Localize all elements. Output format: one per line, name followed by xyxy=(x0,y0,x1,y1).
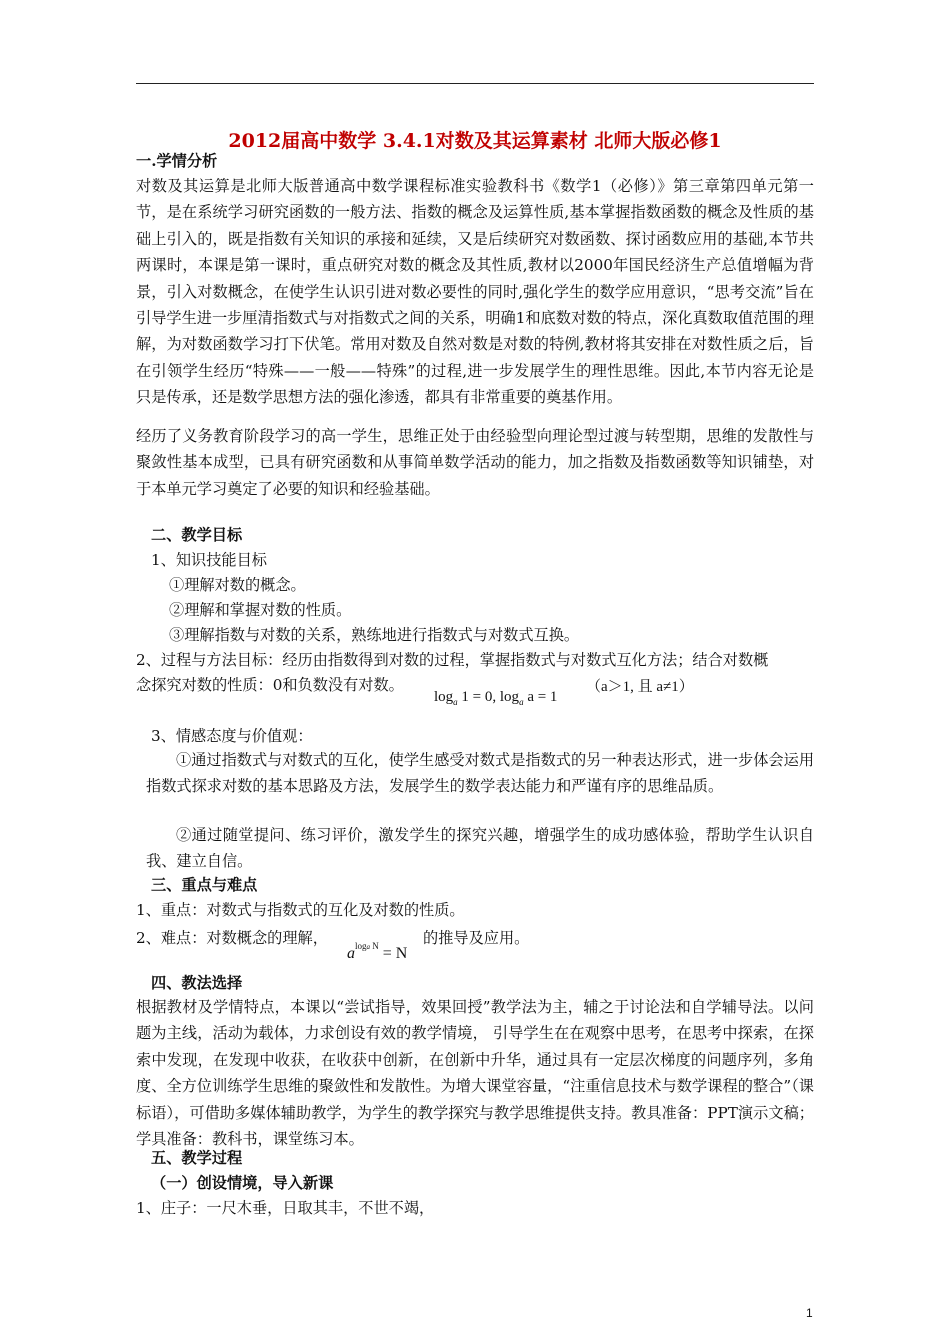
goal-1-title: 1、知识技能目标 xyxy=(151,551,267,569)
goal-2-line-1: 2、过程与方法目标：经历由指数得到对数的过程，掌握指数式与对数式互化方法；结合对数概 xyxy=(136,651,769,669)
section-3-heading: 三、重点与难点 xyxy=(151,876,258,894)
log-identity-formula: $a^{loga N} = N$ xyxy=(347,941,408,962)
goal-3-title: 3、情感态度与价值观： xyxy=(151,727,313,745)
section-4-heading: 四、教法选择 xyxy=(151,974,243,992)
key-point: 1、重点：对数式与指数式的互化及对数的性质。 xyxy=(136,901,465,919)
goal-1-item-a: ①理解对数的概念。 xyxy=(169,576,306,594)
header-rule xyxy=(136,83,814,84)
section-5-item-1: 1、庄子：一尺木垂，日取其丰，不世不竭， xyxy=(136,1199,435,1217)
goal-3-item-a: ①通过指数式与对数式的互化，使学生感受对数式是指数式的另一种表达形式，进一步体会运用指数式探求对数的基本思路及方法，发展学生的数学表达能力和严谨有序的思维品质。 xyxy=(146,751,814,796)
section-5-subheading: （一）创设情境，导入新课 xyxy=(151,1174,334,1192)
log-property-formula: $\log_a 1 = 0$, $\log_a a = 1$ xyxy=(434,689,558,707)
difficult-point: 2、难点：对数概念的理解， xyxy=(136,929,328,947)
section-1-paragraph-1: 对数及其运算是北师大版普通高中数学课程标准实验教科书《数学1（必修）》第三章第四单元第一节，是在系统学习研究函数的一般方法、指数的概念及运算性质,基本掌握指数函数的概念及性质的基础上引入的，既是指数有关知识的承接和延续，又是后续研究对数函数、探讨函数应用的基础,本节共两课时，本课是第一课时，重点研究对数的概念及其性质,教材以2000年国民经济生产总值增幅为背景，引入对数概念，在使学生认识引进对数必要性的同时,强化学生的数学应用意识，“思考交流”旨在引导学生进一步厘清指数式与对指数式之间的关系，明确1和底数对数的特点，深化真数取值范围的理解，为对数函数学习打下伏笔。常用对数及自然对数是对数的特例,教材将其安排在对数性质之后，旨在引领学生经历“特殊——一般——特殊”的过程,进一步发展学生的理性思维。因此,本节内容无论是只是传承，还是数学思想方法的强化渗透，都具有非常重要的奠基作用。 xyxy=(136,177,814,407)
base-condition: （a＞1, 且 a≠1） xyxy=(586,679,694,695)
goal-1-item-b: ②理解和掌握对数的性质。 xyxy=(169,601,352,619)
goal-1-item-c: ③理解指数与对数的关系，熟练地进行指数式与对数式互换。 xyxy=(169,626,580,644)
document-title: 2012届高中数学 3.4.1对数及其运算素材 北师大版必修1 xyxy=(228,130,722,152)
page-number: 1 xyxy=(806,1306,813,1320)
section-2-heading: 二、教学目标 xyxy=(151,526,243,544)
difficult-point-tail: 的推导及应用。 xyxy=(423,929,530,947)
section-5-heading: 五、教学过程 xyxy=(151,1149,243,1167)
goal-3-item-b: ②通过随堂提问、练习评价，激发学生的探究兴趣，增强学生的成功感体验，帮助学生认识自我、建立自信。 xyxy=(146,826,814,871)
section-1-heading: 一.学情分析 xyxy=(136,152,218,170)
section-1-paragraph-2: 经历了义务教育阶段学习的高一学生，思维正处于由经验型向理论型过渡与转型期，思维的发散性与聚敛性基本成型，已具有研究函数和从事简单数学活动的能力，加之指数及指数函数等知识铺垫，对于本单元学习奠定了必要的知识和经验基础。 xyxy=(136,427,814,498)
goal-2-line-2: 念探究对数的性质：0和负数没有对数。 xyxy=(136,676,404,694)
section-4-paragraph: 根据教材及学情特点，本课以“尝试指导，效果回授”教学法为主，辅之于讨论法和自学辅导法。以问题为主线，活动为载体，力求创设有效的教学情境， 引导学生在在观察中思考，在思考中探索，在探索中发现，在发现中收获，在收获中创新，在创新中升华，通过具有一定层次梯度的问题序列，多角度、全方位训练学生思维的聚敛性和发散性。为增大课堂容量，“注重信息技术与数学课程的整合”（课标语），可借助多媒体辅助教学，为学生的教学探究与教学思维提供支持。教具准备：PPT演示文稿；学具准备：教科书，课堂练习本。 xyxy=(136,998,814,1149)
